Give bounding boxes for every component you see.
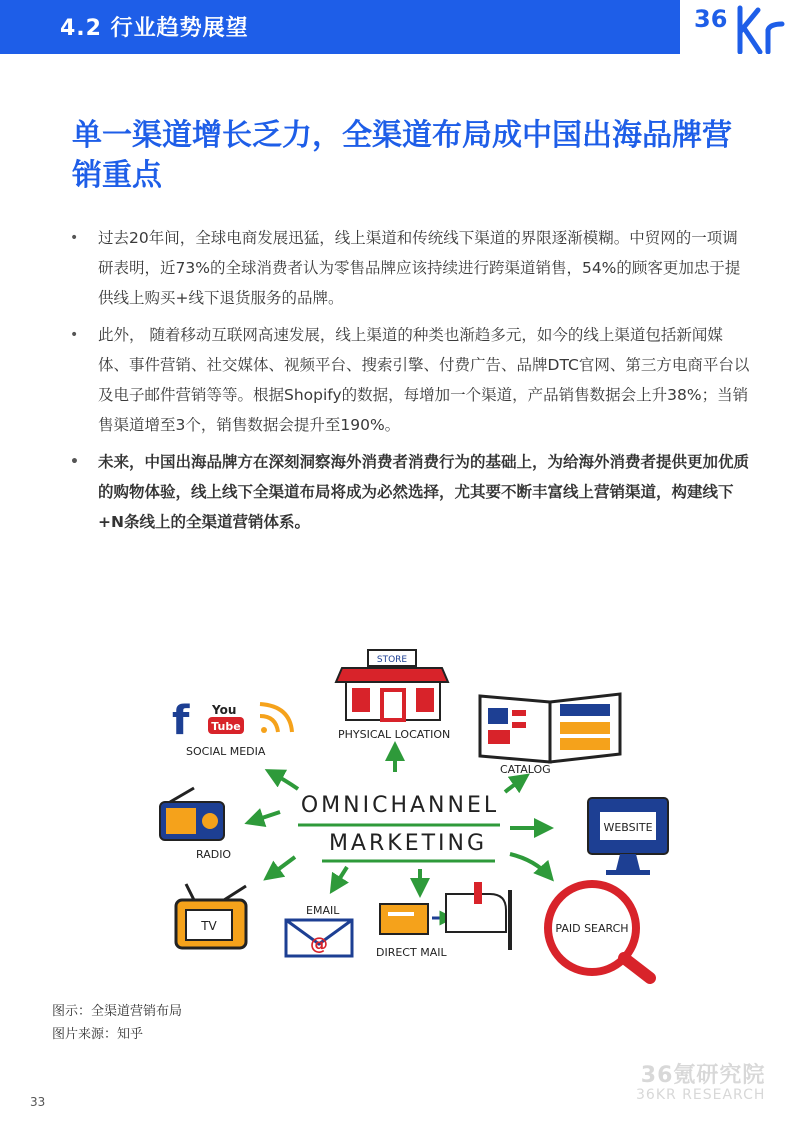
bullet-text: 未来，中国出海品牌方在深刻洞察海外消费者消费行为的基础上，为给海外消费者提供更加优质的购物体验，线上线下全渠道布局将成为必然选择，尤其要不断丰富线上营销渠道，构建线下+N条线上的全渠道营销体系。: [98, 453, 750, 531]
label-email: EMAIL: [306, 904, 340, 917]
tv-icon: [176, 884, 246, 948]
section-title: 4.2 行业趋势展望: [60, 16, 249, 41]
bullet-item: [70, 320, 750, 440]
rss-icon: [260, 704, 292, 733]
bullet-text: 此外， 随着移动互联网高速发展，线上渠道的种类也渐趋多元，如今的线上渠道包括新闻媒体、事件营销、社交媒体、视频平台、搜索引擎、付费广告、品牌DTC官网、第三方电商平台以及电子邮件营销等等。根据Shopify的数据，每增加一个渠道，产品销售数据会上升38%；当销售渠道增至3个，销售数据会提升至190%。: [98, 326, 750, 434]
store-icon: [336, 650, 450, 741]
bullet-dot: •: [70, 327, 79, 343]
watermark: [636, 1058, 765, 1103]
paid-search-icon: [548, 884, 650, 978]
label-catalog: CATALOG: [500, 763, 551, 776]
catalog-icon: [480, 694, 620, 776]
youtube-icon-you: You: [212, 703, 237, 717]
website-icon: [588, 798, 668, 875]
center-line1: OMNICHANNEL: [300, 793, 500, 818]
bullet-dot: •: [70, 230, 79, 246]
bullet-list: [70, 223, 750, 544]
youtube-icon-tube: Tube: [211, 720, 241, 733]
omnichannel-diagram: [150, 632, 700, 987]
36kr-logo: [694, 2, 790, 54]
label-physical-location: PHYSICAL LOCATION: [338, 728, 451, 741]
figure-caption: 图示：全渠道营销布局: [52, 1004, 183, 1019]
bullet-text: 过去20年间，全球电商发展迅猛，线上渠道和传统线下渠道的界限逐渐模糊。中贸网的一项调研表明，近73%的全球消费者认为零售品牌应该持续进行跨渠道销售，54%的顾客更加忠于提供线上购买+线下退货服务的品牌。: [98, 229, 741, 307]
header-bar: [0, 0, 680, 54]
label-website: WEBSITE: [603, 821, 653, 834]
facebook-icon: f: [172, 698, 190, 744]
watermark-cn: 36氪研究院: [640, 1063, 766, 1088]
store-sign: STORE: [376, 655, 408, 665]
svg-text:@: @: [310, 934, 328, 955]
watermark-en: 36KR RESEARCH: [636, 1087, 766, 1103]
figure-source: 图片来源：知乎: [52, 1027, 144, 1042]
label-tv: TV: [201, 919, 217, 933]
label-social-media: SOCIAL MEDIA: [186, 745, 266, 758]
label-paid-search: PAID SEARCH: [555, 922, 629, 935]
page-title: 单一渠道增长乏力，全渠道布局成中国出海品牌营销重点: [72, 118, 732, 193]
social-media-group: [172, 698, 292, 758]
label-direct-mail: DIRECT MAIL: [376, 946, 447, 959]
email-icon: [286, 904, 352, 956]
radio-icon: [160, 788, 231, 861]
center-line2: MARKETING: [328, 831, 488, 856]
label-radio: RADIO: [196, 848, 232, 861]
logo-36: 36: [694, 5, 728, 33]
bullet-item: [70, 223, 750, 313]
page-number: 33: [30, 1095, 46, 1109]
bullet-dot: •: [70, 454, 79, 470]
direct-mail-icon: [376, 882, 512, 959]
bullet-item: [70, 447, 750, 537]
